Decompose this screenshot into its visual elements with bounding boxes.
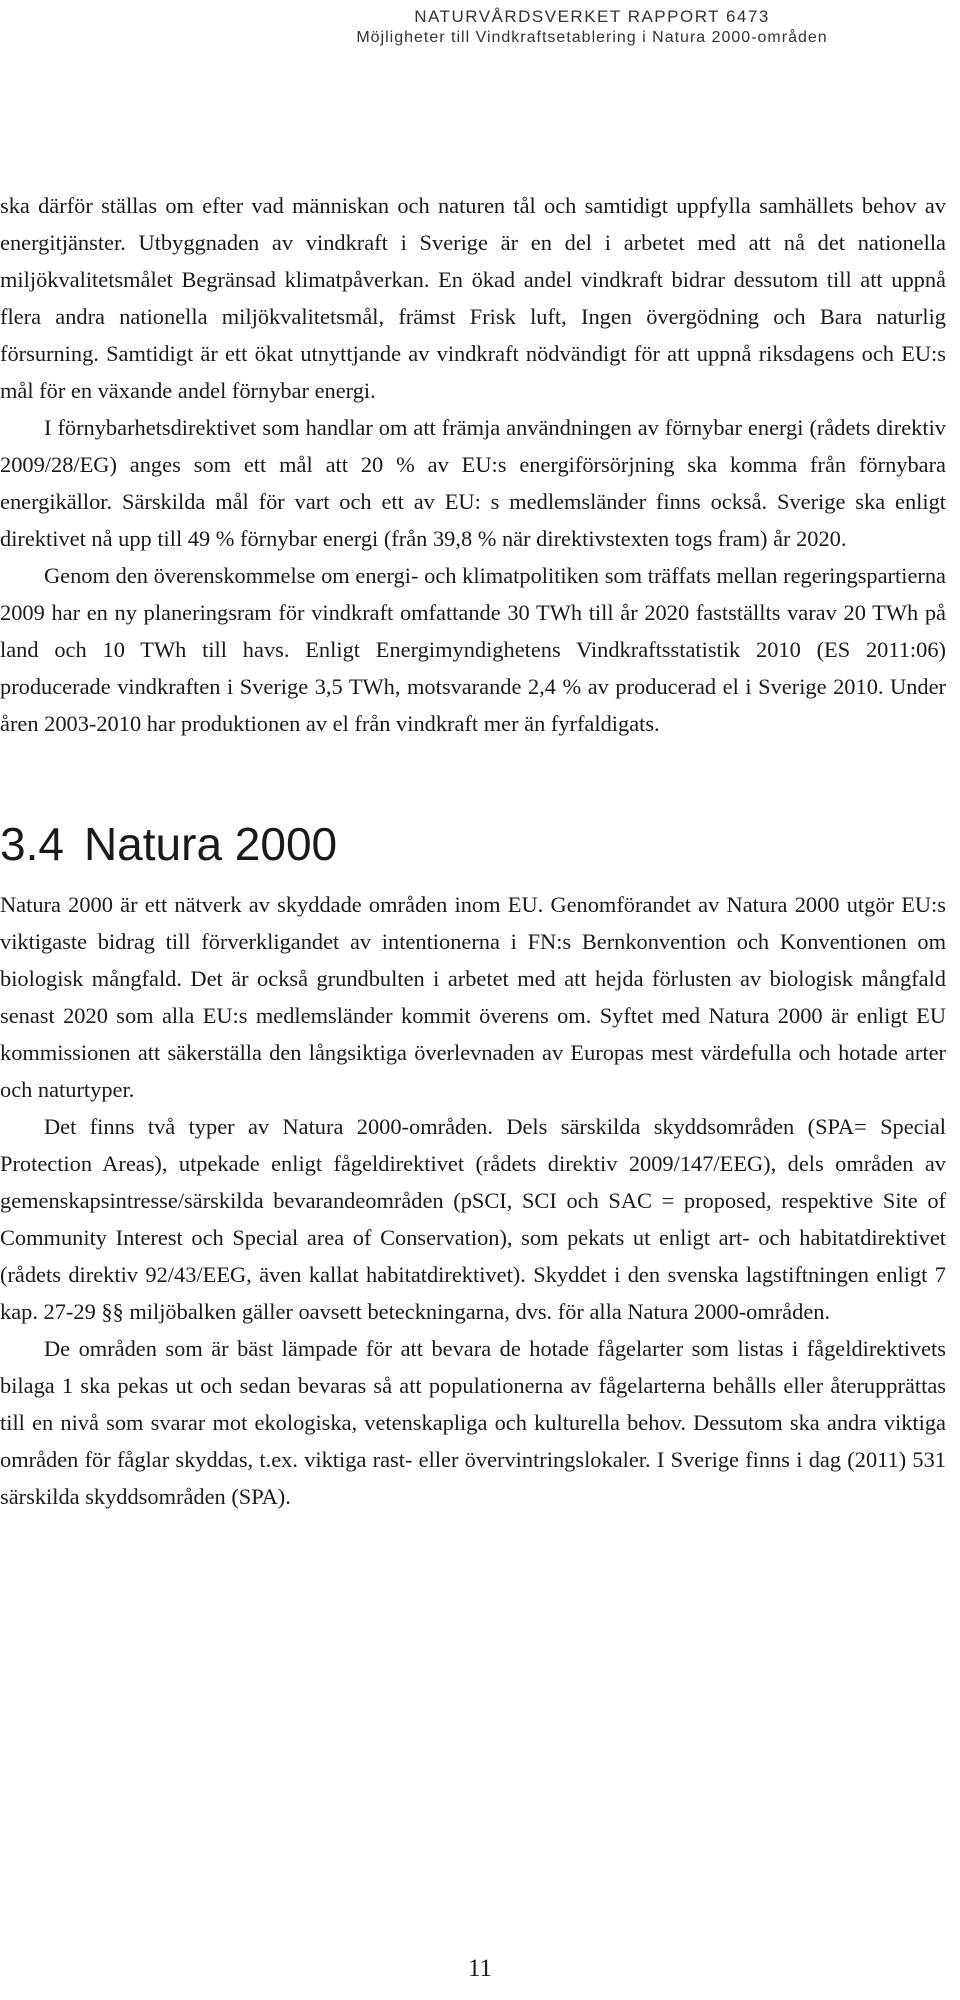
report-subtitle: Möjligheter till Vindkraftsetablering i Natura 2000-områden	[356, 29, 828, 46]
body-paragraph: Genom den överenskommelse om energi- och klimatpolitiken som träffats mellan regeringspartierna 2009 har en ny planeringsram för vindkraft omfattande 30 TWh till år 2020 fastställts varav 20 TWh på land och 10 TWh till havs. Enligt Energimyndighetens Vindkraftsstatistik 2010 (ES 2011:06) producerade vindkraften i Sverige 3,5 TWh, motsvarande 2,4 % av producerad el i Sverige 2010. Under åren 2003-2010 har produktionen av el från vindkraft mer än fyrfaldigats.	[0, 563, 946, 736]
body-paragraph: Det finns två typer av Natura 2000-områden. Dels särskilda skyddsområden (SPA= Special Protection Areas), utpekade enligt fågeldirektivet (rådets direktiv 2009/147/EEG), dels områden av gemenskapsintresse/särskilda bevarandeområden (pSCI, SCI och SAC = proposed, respektive Site of Community Interest och Special area of Conservation), som pekats ut enligt art- och habitatdirektivet (rådets direktiv 92/43/EEG, även kallat habitatdirektivet). Skyddet i den svenska lagstiftningen enligt 7 kap. 27-29 §§ miljöbalken gäller oavsett beteckningarna, dvs. för alla Natura 2000-områden.	[0, 1114, 946, 1324]
body-paragraph: ska därför ställas om efter vad människan och naturen tål och samtidigt uppfylla samhällets behov av energitjänster. Utbyggnaden av vindkraft i Sverige är en del i arbetet med att nå det nationella miljökvalitetsmålet Begränsad klimatpåverkan. En ökad andel vindkraft bidrar dessutom till att uppnå flera andra nationella miljökvalitetsmål, främst Frisk luft, Ingen övergödning och Bara naturlig försurning. Samtidigt är ett ökat utnyttjande av vindkraft nödvändigt för att uppnå riksdagens och EU:s mål för en växande andel förnybar energi.	[0, 193, 946, 403]
running-header	[242, 6, 942, 48]
body-paragraph: Natura 2000 är ett nätverk av skyddade områden inom EU. Genomförandet av Natura 2000 utgör EU:s viktigaste bidrag till förverkligandet av intentionerna i FN:s Bernkonvention och Konventionen om biologisk mångfald. Det är också grundbulten i arbetet med att hejda förlusten av biologisk mångfald senast 2020 som alla EU:s medlemsländer kommit överens om. Syftet med Natura 2000 är enligt EU kommissionen att säkerställa den långsiktiga överlevnaden av Europas mest värdefulla och hotade arter och naturtyper.	[0, 892, 946, 1102]
section-number: 3.4	[0, 818, 64, 870]
body-paragraph: De områden som är bäst lämpade för att bevara de hotade fågelarter som listas i fågeldirektivets bilaga 1 ska pekas ut och sedan bevaras så att populationerna av fågelarterna behålls eller återupprättas till en nivå som svarar mot ekologiska, vetenskapliga och kulturella behov. Dessutom ska andra viktiga områden för fåglar skyddas, t.ex. viktiga rast- eller övervintringslokaler. I Sverige finns i dag (2011) 531 särskilda skyddsområden (SPA).	[0, 1336, 946, 1509]
page-number: 11	[467, 1955, 493, 1982]
page-body	[0, 187, 946, 1515]
body-paragraph: I förnybarhetsdirektivet som handlar om att främja användningen av förnybar energi (rådets direktiv 2009/28/EG) anges som ett mål att 20 % av EU:s energiförsörjning ska komma från förnybara energikällor. Särskilda mål för vart och ett av EU: s medlemsländer finns också. Sverige ska enligt direktivet nå upp till 49 % förnybar energi (från 39,8 % när direktivstexten togs fram) år 2020.	[0, 415, 946, 551]
section-title: Natura 2000	[83, 818, 338, 870]
section-heading	[0, 816, 946, 872]
report-title: NATURVÅRDSVERKET RAPPORT 6473	[414, 7, 770, 26]
